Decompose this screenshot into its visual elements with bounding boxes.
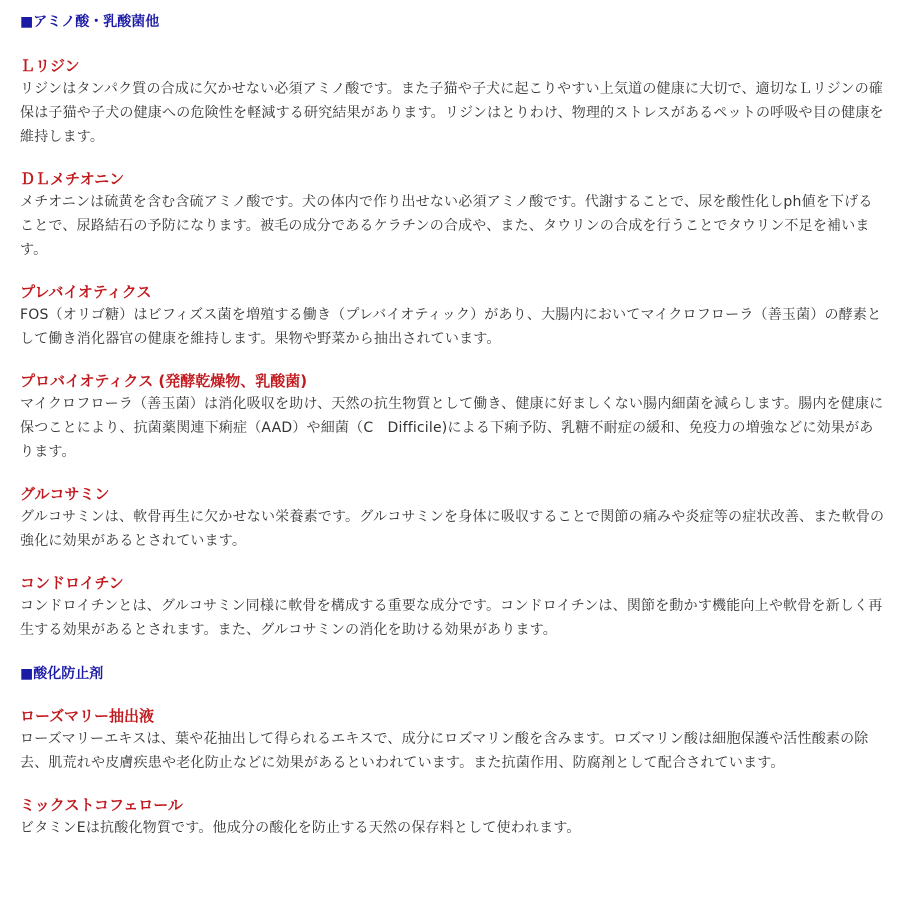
entry-title: Ｌリジン bbox=[20, 57, 80, 75]
entry-body: グルコサミンは、軟骨再生に欠かせない栄養素です。グルコサミンを身体に吸収することで関節の痛みや炎症等の症状改善、また軟骨の強化に効果があるとされています。 bbox=[20, 509, 885, 549]
entry-body: FOS（オリゴ糖）はビフィズス菌を増殖する働き（プレバイオティック）があり、大腸内においてマイクロフローラ（善玉菌）の酵素として働き消化器官の健康を維持します。果物や野菜から抽出されています。 bbox=[20, 307, 882, 347]
entry-title: プロバイオティクス (発酵乾燥物、乳酸菌) bbox=[20, 372, 308, 390]
entry-prebiotics bbox=[20, 282, 886, 351]
entry-body: マイクロフローラ（善玉菌）は消化吸収を助け、天然の抗生物質として働き、健康に好ましくない腸内細菌を減らします。腸内を健康に保つことにより、抗菌薬関連下痢症（AAD）や細菌（C Difficile)による下痢予防、乳糖不耐症の緩和、免疫力の増強などに効果があります。 bbox=[20, 396, 884, 460]
entry-glucosamine bbox=[20, 484, 886, 553]
entry-title: ローズマリー抽出液 bbox=[20, 707, 154, 725]
section-heading-antioxidants: ■酸化防止剤 bbox=[20, 666, 104, 682]
entry-title: ミックストコフェロール bbox=[20, 796, 183, 814]
entry-dl-methionine bbox=[20, 169, 886, 262]
entry-body: コンドロイチンとは、グルコサミン同様に軟骨を構成する重要な成分です。コンドロイチンは、関節を動かす機能向上や軟骨を新しく再生する効果があるとされます。また、グルコサミンの消化を助ける効果があります。 bbox=[20, 598, 883, 638]
entry-l-lysine bbox=[20, 56, 886, 149]
entry-title: グルコサミン bbox=[20, 485, 110, 503]
entry-chondroitin bbox=[20, 573, 886, 642]
entry-body: ローズマリーエキスは、葉や花抽出して得られるエキスで、成分にロズマリン酸を含みます。ロズマリン酸は細胞保護や活性酸素の除去、肌荒れや皮膚疾患や老化防止などに効果があるといわれています。また抗菌作用、防腐剤として配合されています。 bbox=[20, 731, 869, 771]
entry-title: プレバイオティクス bbox=[20, 283, 152, 301]
entry-title: コンドロイチン bbox=[20, 574, 124, 592]
entry-mixed-tocopherol bbox=[20, 795, 886, 840]
entry-rosemary-extract bbox=[20, 706, 886, 775]
entry-body: ビタミンEは抗酸化物質です。他成分の酸化を防止する天然の保存料として使われます。 bbox=[20, 820, 581, 836]
entry-body: リジンはタンパク質の合成に欠かせない必須アミノ酸です。また子猫や子犬に起こりやすい上気道の健康に大切で、適切なＬリジンの確保は子猫や子犬の健康への危険性を軽減する研究結果があります。リジンはとりわけ、物理的ストレスがあるペットの呼吸や目の健康を維持します。 bbox=[20, 81, 884, 145]
entry-body: メチオニンは硫黄を含む含硫アミノ酸です。犬の体内で作り出せない必須アミノ酸です。代謝することで、尿を酸性化しph値を下げることで、尿路結石の予防になります。被毛の成分であるケラチンの合成や、また、タウリンの合成を行うことでタウリン不足を補います。 bbox=[20, 194, 873, 258]
entry-probiotics bbox=[20, 371, 886, 464]
entry-title: ＤＬメチオニン bbox=[20, 170, 125, 188]
section-heading-amino-acids: ■アミノ酸・乳酸菌他 bbox=[20, 14, 160, 30]
